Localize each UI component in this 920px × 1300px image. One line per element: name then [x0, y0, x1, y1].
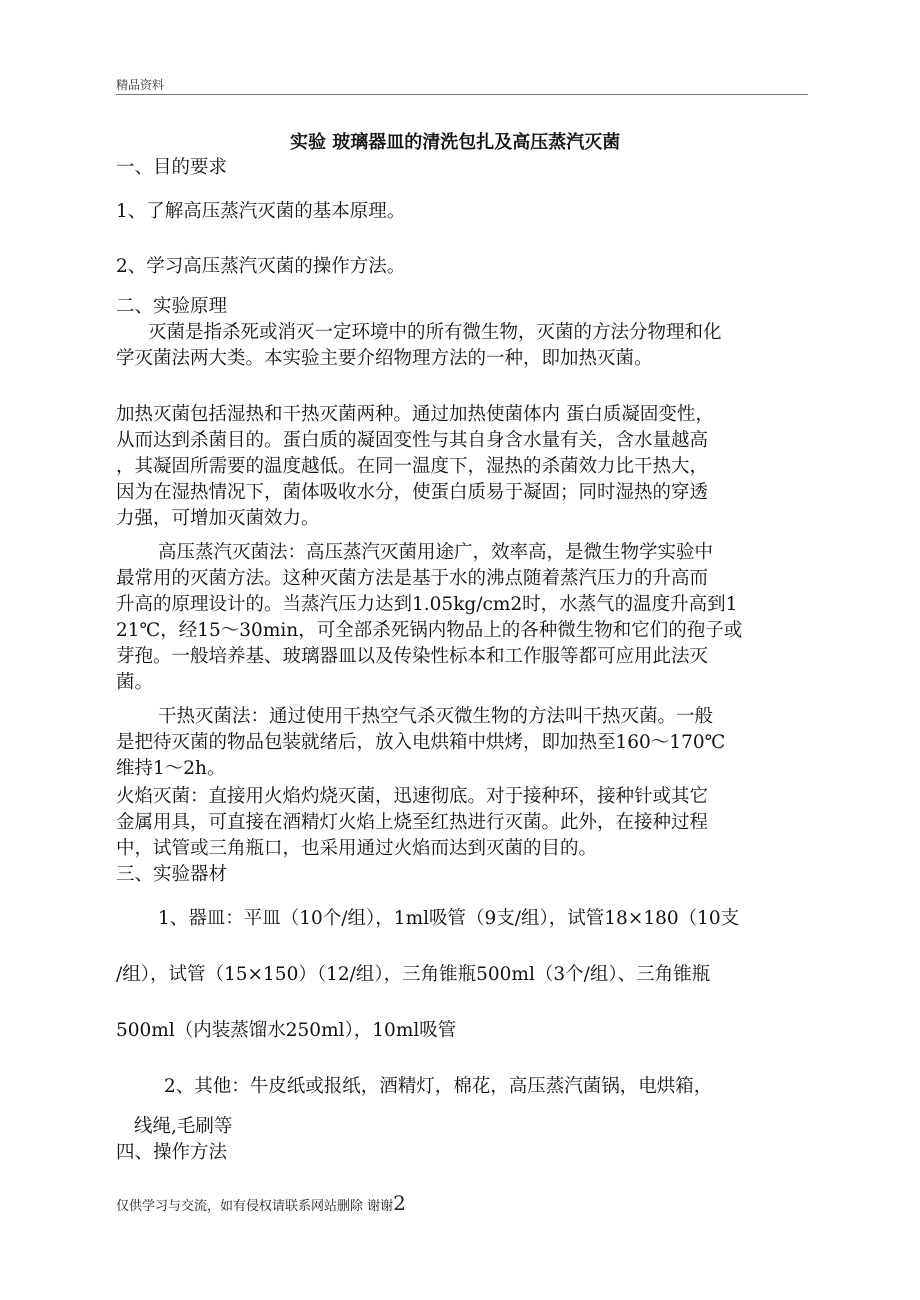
section-heading-principle: 二、实验原理 [116, 296, 228, 317]
page-number: 2 [393, 1191, 406, 1215]
paragraph-line: 灭菌是指杀死或消灭一定环境中的所有微生物，灭菌的方法分物理和化 [148, 322, 722, 343]
paragraph-line: 火焰灭菌：直接用火焰灼烧灭菌，迅速彻底。对于接种环，接种针或其它 [116, 786, 709, 807]
paragraph-line: 力强，可增加灭菌效力。 [116, 508, 320, 529]
paragraph-line: 中，试管或三角瓶口，也采用通过火焰而达到灭菌的目的。 [116, 838, 598, 859]
paragraph-line: 升高的原理设计的。当蒸汽压力达到1.05kg/cm2时，水蒸气的温度升高到1 [116, 594, 738, 615]
paragraph-line: 金属用具，可直接在酒精灯火焰上烧至红热进行灭菌。此外，在接种过程 [116, 812, 709, 833]
paragraph-line: 最常用的灭菌方法。这种灭菌方法是基于水的沸点随着蒸汽压力的升高而 [116, 568, 709, 589]
paragraph-line: 干热灭菌法：通过使用干热空气杀灭微生物的方法叫干热灭菌。一般 [158, 706, 714, 727]
section-heading-procedure: 四、操作方法 [116, 1142, 228, 1163]
header-divider [116, 94, 808, 95]
page-title: 实验 玻璃器皿的清洗包扎及高压蒸汽灭菌 [290, 132, 621, 153]
materials-item-2-line: 线绳,毛刷等 [134, 1116, 233, 1137]
section-heading-objectives: 一、目的要求 [116, 157, 228, 178]
materials-item-1-line: 1、器皿：平皿（10个/组），1ml吸管（9支/组），试管18×180（10支 [158, 908, 740, 929]
footer-text: 仅供学习与交流，如有侵权请联系网站删除 谢谢 [116, 1199, 394, 1214]
header-label: 精品资料 [116, 78, 165, 92]
paragraph-line: 芽孢。一般培养基、玻璃器皿以及传染性标本和工作服等都可应用此法灭 [116, 646, 709, 667]
paragraph-line: ，其凝固所需要的温度越低。在同一温度下，湿热的杀菌效力比干热大， [116, 456, 709, 477]
paragraph-line: 是把待灭菌的物品包装就绪后，放入电烘箱中烘烤，即加热至160～170℃ [116, 732, 726, 753]
materials-item-1-line: 500ml（内装蒸馏水250ml），10ml吸管 [116, 1020, 457, 1041]
paragraph-line: 高压蒸汽灭菌法：高压蒸汽灭菌用途广，效率高，是微生物学实验中 [158, 542, 714, 563]
materials-item-1-line: /组），试管（15×150）（12/组），三角锥瓶500ml（3个/组）、三角锥瓶 [116, 964, 711, 985]
paragraph-line: 维持1～2h。 [116, 758, 226, 779]
paragraph-line: 学灭菌法两大类。本实验主要介绍物理方法的一种，即加热灭菌。 [116, 348, 653, 369]
materials-item-2-line: 2、其他：牛皮纸或报纸，酒精灯，棉花，高压蒸汽菌锅，电烘箱， [164, 1076, 713, 1097]
paragraph-line: 菌。 [116, 672, 154, 693]
objective-item-1: 1、了解高压蒸汽灭菌的基本原理。 [116, 201, 406, 222]
paragraph-line: 21℃，经15～30min，可全部杀死锅内物品上的各种微生物和它们的孢子或 [116, 620, 743, 641]
section-heading-materials: 三、实验器材 [116, 864, 228, 885]
objective-item-2: 2、学习高压蒸汽灭菌的操作方法。 [116, 256, 406, 277]
page-footer [116, 1191, 406, 1215]
paragraph-line: 加热灭菌包括湿热和干热灭菌两种。通过加热使菌体内 蛋白质凝固变性， [116, 404, 714, 425]
paragraph-line: 从而达到杀菌目的。蛋白质的凝固变性与其自身含水量有关，含水量越高 [116, 430, 709, 451]
paragraph-line: 因为在湿热情况下，菌体吸收水分，使蛋白质易于凝固；同时湿热的穿透 [116, 482, 709, 503]
